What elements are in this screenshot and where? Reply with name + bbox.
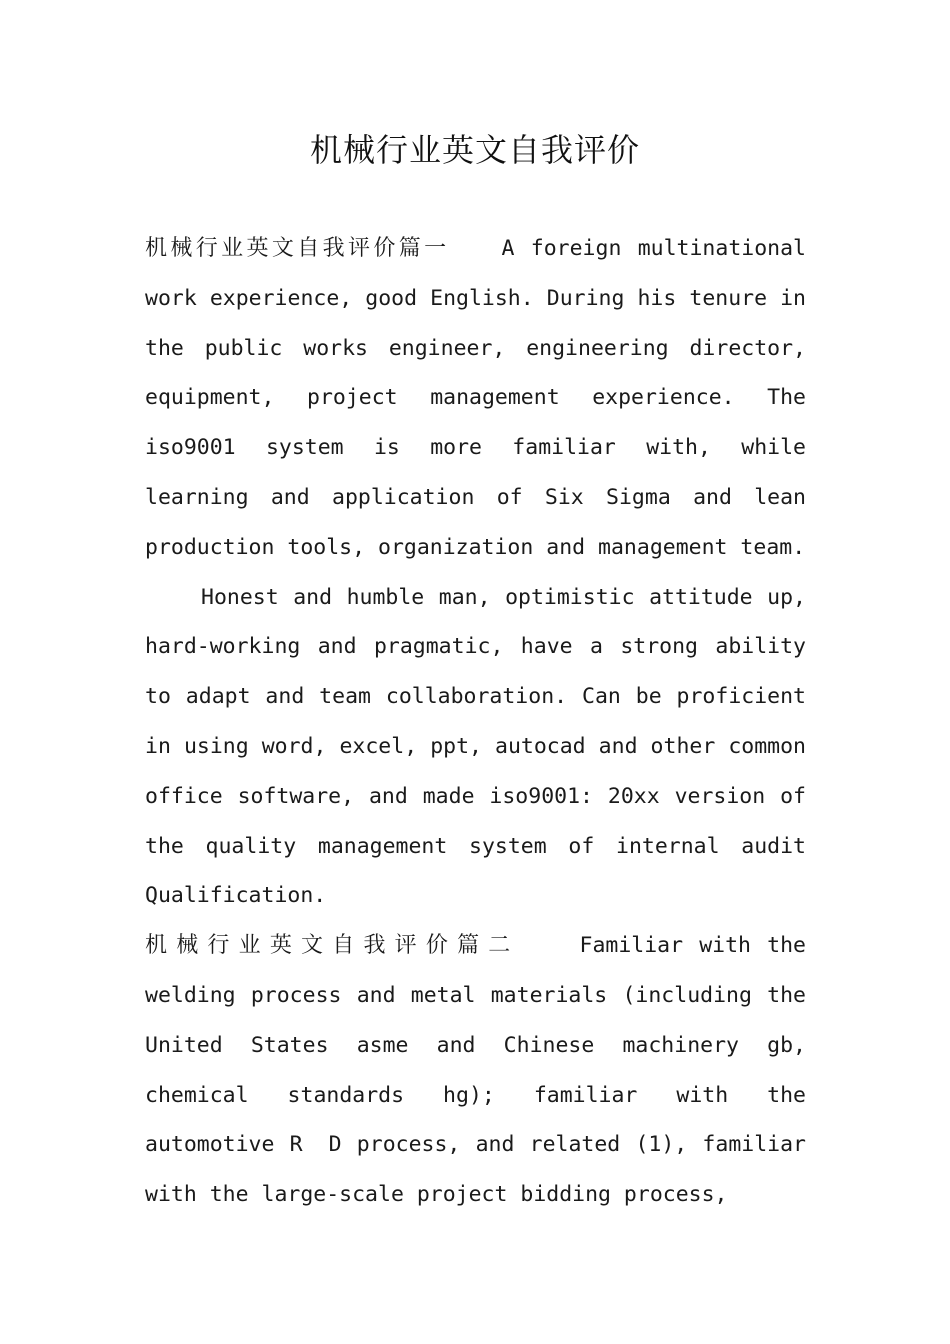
section-1-text-2: Honest and humble man, optimistic attitude up, hard-working and pragmatic, have a strong ability to adapt and team collaboration. Can be proficient in using word, excel, ppt, autocad and other common office software, and made iso9001: 20xx version of the quality management system of internal audit Qualification. [145,584,806,909]
section-2-text-1: Familiar with the welding process and metal materials (including the United States asme and Chinese machinery gb, chemical standards hg); familiar with the automotive R D process, and related (1), familiar with the large-scale project bidding process, [145,933,806,1208]
section-2-heading: 机械行业英文自我评价篇二 [145,933,520,959]
section-1-paragraph-1 [145,224,806,573]
section-1-paragraph-2 [145,573,806,922]
section-2-paragraph-1 [145,921,806,1220]
document-body [145,224,806,1220]
section-1-heading: 机械行业英文自我评价篇一 [145,236,450,261]
section-1-text-1: A foreign multinational work experience, good English. During his tenure in the public works engineer, engineering director, equipment, project management experience. The iso9001 system is more familiar with, while learning and application of Six Sigma and lean production tools, organization and management team. [145,236,806,560]
document-title: 机械行业英文自我评价 [309,131,640,169]
